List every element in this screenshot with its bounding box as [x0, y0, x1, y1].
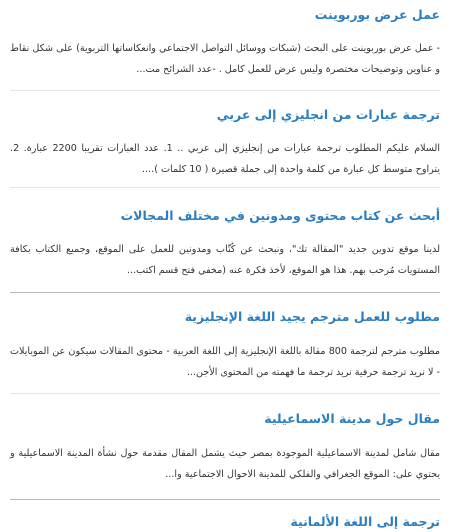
project-description: لدينا موقع تدوين جديد "المقالة تك"، ونبحث عن كُتّاب ومدونين للعمل على الموقع، وجميع الكتاب بكافة المستويات مُرحب بهم. هذا هو الموقع، لأخذ فكرة عنه (مخفي فتح قسم اكتب...	[10, 244, 440, 276]
project-title-link[interactable]: عمل عرض بوربوينت	[314, 7, 440, 22]
project-title-link[interactable]: مطلوب للعمل مترجم يجيد اللغة الإنجليزية	[184, 309, 440, 324]
project-description: مقال شامل لمدينة الاسماعيلية الموجودة بمصر حيث يشمل المقال مقدمة حول نشأة المدينة الاسماعيلية و يحتوي على: الموقع الجغرافي والفلكي للمدينة الاحوال الاجتماعية وا...	[10, 448, 440, 480]
project-title-link[interactable]: أبحث عن كتاب محتوى ومدونين في مختلف المجالات	[120, 208, 440, 223]
list-item	[10, 92, 440, 188]
project-description: - عمل عرض بوربوينت على البحث (شبكات ووسائل التواصل الاجتماعي وانعكاساتها التربوية) على شكل نقاط و عناوين وتوضيحات مختصرة وليس عرض للعمل كامل . -عدد الشرائح مت...	[10, 43, 440, 75]
project-description: مطلوب مترجم لترجمة 800 مقالة باللغة الإنجليزية إلى اللغة العربية - محتوى المقالات سيكون عن الموبايلات - لا نريد ترجمة حرفية نريد ترجمة ما فهمته من المحتوى الأجن...	[10, 346, 440, 378]
list-item	[10, 6, 440, 91]
list-item	[10, 294, 440, 394]
project-description: السلام عليكم المطلوب ترجمة عبارات من إنجليزي إلى عربي .. 1. عدد العبارات تقريبا 2200 عبارة. 2. يتراوح متوسط كل عبارة من كلمة واحدة إلى جملة قصيرة ( 10 كلمات )....	[10, 143, 441, 175]
project-title-link[interactable]: ترجمة عبارات من انجليزي إلى عربي	[216, 107, 440, 122]
project-title-link[interactable]: ترجمة إلى اللغة الألمانية	[290, 514, 440, 529]
list-item	[10, 501, 440, 532]
list-item	[10, 189, 440, 293]
project-title-link[interactable]: مقال حول مدينة الاسماعيلية	[264, 411, 440, 426]
list-item	[10, 395, 440, 500]
